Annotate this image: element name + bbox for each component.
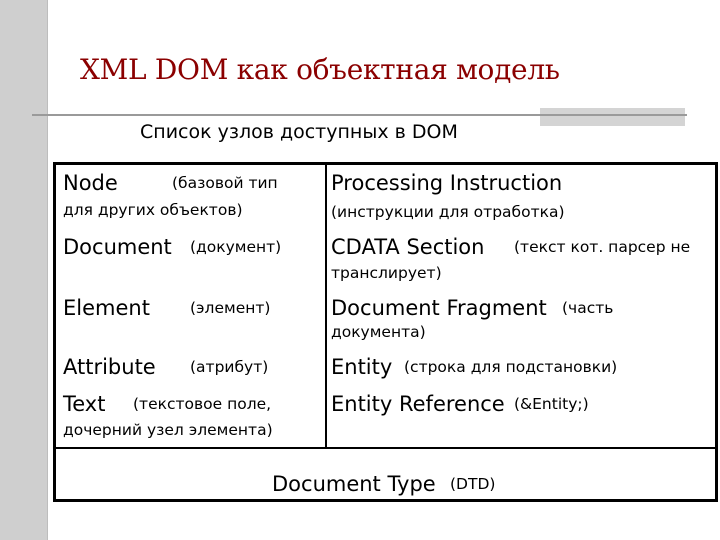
doctype-name: Document Type (272, 472, 436, 496)
title-accent-block (540, 108, 685, 126)
column-divider (325, 165, 327, 447)
element-name: Element (63, 296, 150, 320)
text-desc-line1: (текстовое поле, (133, 395, 272, 413)
fragment-desc-line2: документа) (331, 323, 426, 341)
document-desc: (документ) (190, 238, 282, 256)
node-name: Node (63, 171, 118, 195)
dom-node-table (53, 162, 718, 502)
slide-subtitle: Список узлов доступных в DOM (140, 121, 458, 143)
title-underline (32, 114, 687, 116)
footer-divider (56, 447, 715, 449)
cdata-desc-line2: транслирует) (331, 264, 442, 282)
attribute-desc: (атрибут) (190, 358, 269, 376)
fragment-name: Document Fragment (331, 296, 547, 320)
element-desc: (элемент) (190, 299, 271, 317)
text-name: Text (63, 392, 106, 416)
node-desc-line2: для других объектов) (63, 201, 243, 219)
pi-desc: (инструкции для отработка) (331, 203, 565, 221)
entity-desc: (строка для подстановки) (404, 358, 618, 376)
cdata-name: CDATA Section (331, 235, 485, 259)
left-decor-bar (0, 0, 47, 540)
doctype-desc: (DTD) (450, 475, 496, 493)
entity-ref-name: Entity Reference (331, 392, 505, 416)
fragment-desc-line1: (часть (562, 299, 614, 317)
attribute-name: Attribute (63, 355, 156, 379)
slide-title: XML DOM как объектная модель (80, 53, 560, 86)
left-decor-edge (47, 0, 48, 540)
text-desc-line2: дочерний узел элемента) (63, 421, 273, 439)
document-name: Document (63, 235, 172, 259)
cdata-desc-line1: (текст кот. парсер не (514, 238, 691, 256)
entity-name: Entity (331, 355, 393, 379)
node-desc-line1: (базовой тип (172, 174, 278, 192)
pi-name: Processing Instruction (331, 171, 563, 195)
entity-ref-desc: (&Entity;) (514, 395, 589, 413)
